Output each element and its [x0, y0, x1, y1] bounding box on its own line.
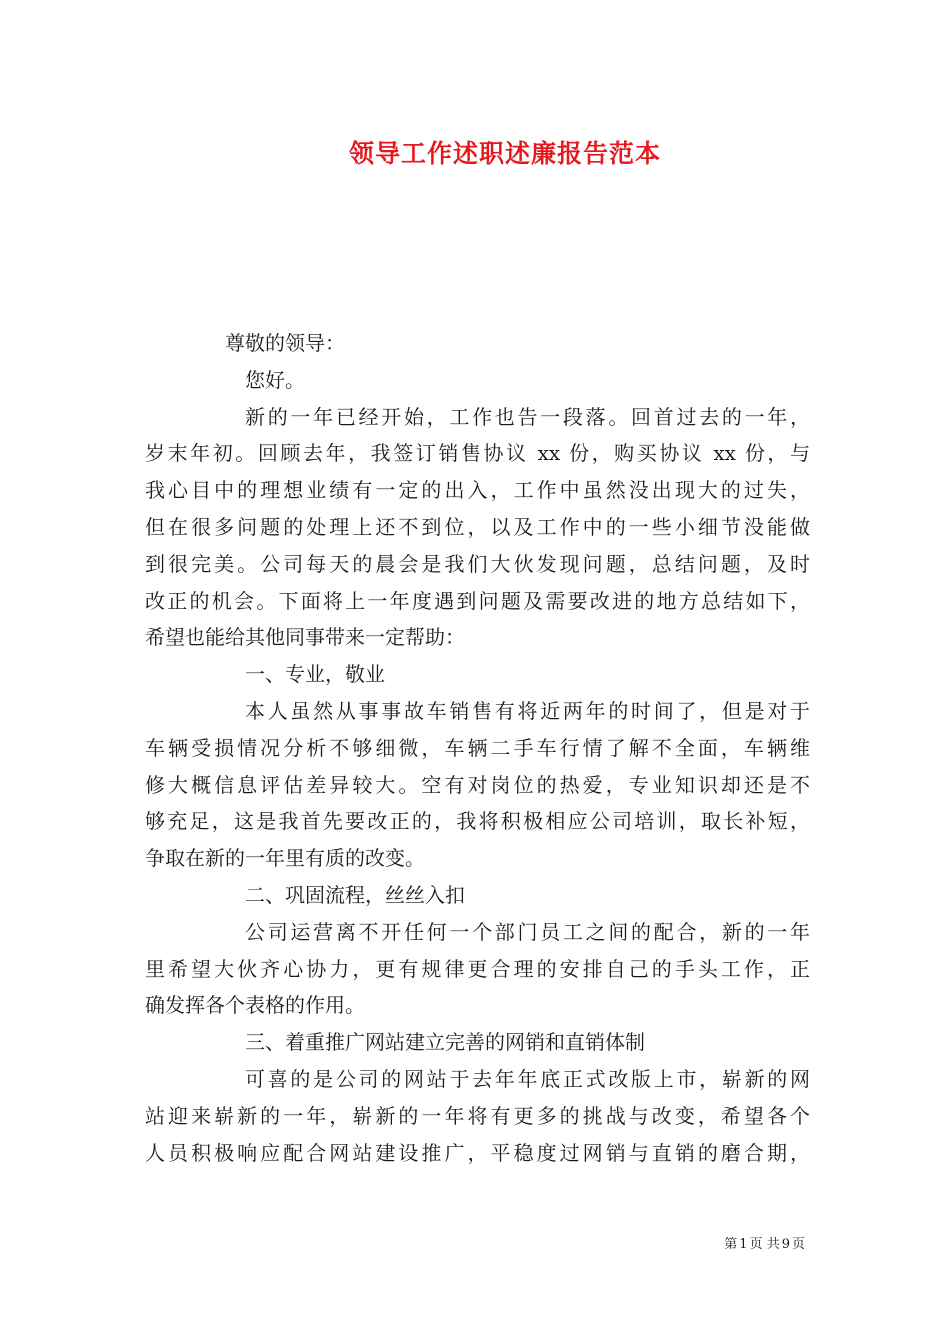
paragraph-line: 本人虽然从事事故车销售有将近两年的时间了，但是对于 — [245, 698, 810, 723]
paragraph-line: 车辆受损情况分析不够细微，车辆二手车行情了解不全面，车辆维 — [145, 735, 810, 760]
paragraph-line: 修大概信息评估差异较大。空有对岗位的热爱，专业知识却还是不 — [145, 772, 810, 797]
page-footer — [0, 1233, 806, 1252]
section-heading: 二、巩固流程，丝丝入扣 — [245, 882, 465, 907]
greeting: 您好。 — [245, 367, 305, 392]
paragraph-line: 改正的机会。下面将上一年度遇到问题及需要改进的地方总结如下， — [145, 588, 810, 613]
footer-suffix: 页 — [791, 1237, 805, 1252]
footer-total-pages: 9 — [781, 1237, 790, 1252]
section-heading: 一、专业，敬业 — [245, 662, 385, 687]
paragraph-line: 站迎来崭新的一年，崭新的一年将有更多的挑战与改变，希望各个 — [145, 1103, 810, 1128]
paragraph-line: 够充足，这是我首先要改正的，我将积极相应公司培训，取长补短， — [145, 809, 810, 834]
paragraph-line: 公司运营离不开任何一个部门员工之间的配合，新的一年 — [245, 919, 810, 944]
paragraph-line: 确发挥各个表格的作用。 — [145, 993, 365, 1018]
paragraph-line: 新的一年已经开始，工作也告一段落。回首过去的一年， — [245, 404, 810, 429]
paragraph-line: 里希望大伙齐心协力，更有规律更合理的安排自己的手头工作，正 — [145, 956, 810, 981]
document-body — [145, 325, 810, 1171]
section-heading: 三、着重推广网站建立完善的网销和直销体制 — [245, 1030, 645, 1055]
paragraph-line: 可喜的是公司的网站于去年年底正式改版上市，崭新的网 — [245, 1066, 810, 1091]
paragraph-line: 岁末年初。回顾去年，我签订销售协议 xx 份，购买协议 xx 份，与 — [145, 441, 810, 466]
paragraph-line: 到很完美。公司每天的晨会是我们大伙发现问题，总结问题，及时 — [145, 551, 810, 576]
paragraph-line: 人员积极响应配合网站建设推广，平稳度过网销与直销的磨合期， — [145, 1140, 810, 1165]
paragraph-line: 但在很多问题的处理上还不到位，以及工作中的一些小细节没能做 — [145, 514, 810, 539]
document-title: 领导工作述职述廉报告范本 — [348, 139, 661, 168]
footer-current-page: 1 — [739, 1237, 748, 1252]
paragraph-line: 希望也能给其他同事带来一定帮助： — [145, 625, 465, 650]
paragraph-line: 我心目中的理想业绩有一定的出入，工作中虽然没出现大的过失， — [145, 478, 810, 503]
footer-prefix: 第 — [724, 1237, 738, 1252]
paragraph-line: 争取在新的一年里有质的改变。 — [145, 846, 425, 871]
footer-middle: 页 共 — [749, 1237, 780, 1252]
salutation: 尊敬的领导： — [225, 331, 345, 355]
